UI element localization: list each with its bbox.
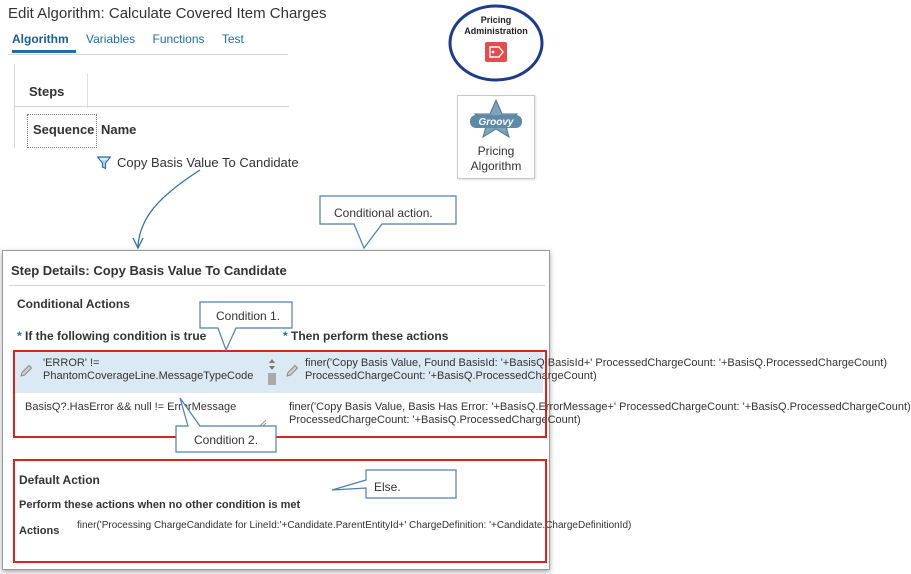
callout-conditional-action [316,194,462,252]
default-action-heading: Default Action [19,473,100,487]
dialog-title: Step Details: Copy Basis Value To Candidate [11,263,287,278]
callout-condition-1-text: Condition 1. [216,309,281,323]
callout-condition-2 [172,396,282,458]
action-1-line2: ProcessedChargeCount: '+BasisQ.ProcessedChargeCount) [305,370,597,382]
tile-line2: Algorithm [470,159,522,173]
actions-label: Actions [19,525,60,537]
callout-condition-2-text: Condition 2. [194,433,259,447]
action-2-line2: ProcessedChargeCount: '+BasisQ.ProcessedChargeCount) [289,414,581,426]
callout-conditional-action-text: Conditional action. [334,206,433,220]
action-2-line1: finer('Copy Basis Value, Basis Has Error: '+BasisQ.ErrorMessage+' ProcessedChargeCount: '+BasisQ.ProcessedChargeCount) [289,401,911,413]
step-name: Copy Basis Value To Candidate [117,155,299,171]
tile-line1: Pricing [477,144,515,158]
tab-functions[interactable]: Functions [152,32,205,46]
required-marker: * [17,329,22,343]
default-actions-value[interactable]: finer('Processing ChargeCandidate for LineId:'+Candidate.ParentEntityId+' ChargeDefinition: '+Candidate.ChargeDefinitionId) [77,520,632,531]
dialog-divider [9,285,545,286]
condition-1-line1: 'ERROR' != [43,357,100,369]
required-marker: * [283,329,288,343]
action-1-line1: finer('Copy Basis Value, Found BasisId: '+BasisQ.BasisId+' ProcessedChargeCount: '+BasisQ.ProcessedChargeCount) [305,357,888,369]
condition-header-text: If the following condition is true [25,329,207,343]
callout-else-text: Else. [374,480,401,494]
tab-algorithm[interactable]: Algorithm [12,32,69,46]
groovy-brand: Groovy [478,117,514,128]
steps-heading: Steps [29,84,65,99]
tab-test[interactable]: Test [221,32,244,46]
badge-line1: Pricing [480,15,512,25]
column-header-sequence[interactable]: Sequence [33,122,95,137]
condition-2-line1: BasisQ?.HasError && null != ErrorMessage [25,401,237,413]
condition-column-header [17,329,206,343]
condition-1-line2: PhantomCoverageLine.MessageTypeCode [43,370,254,382]
tab-variables[interactable]: Variables [86,32,136,46]
default-action-highlight [13,459,632,563]
column-header-name[interactable]: Name [101,122,137,137]
page-title: Edit Algorithm: Calculate Covered Item Charges [8,5,327,22]
badge-line2: Administration [464,26,528,36]
action-header-text: Then perform these actions [291,329,449,343]
action-column-header [283,329,448,343]
default-action-instruction: Perform these actions when no other condition is met [19,499,301,511]
conditional-actions-heading: Conditional Actions [17,297,130,311]
